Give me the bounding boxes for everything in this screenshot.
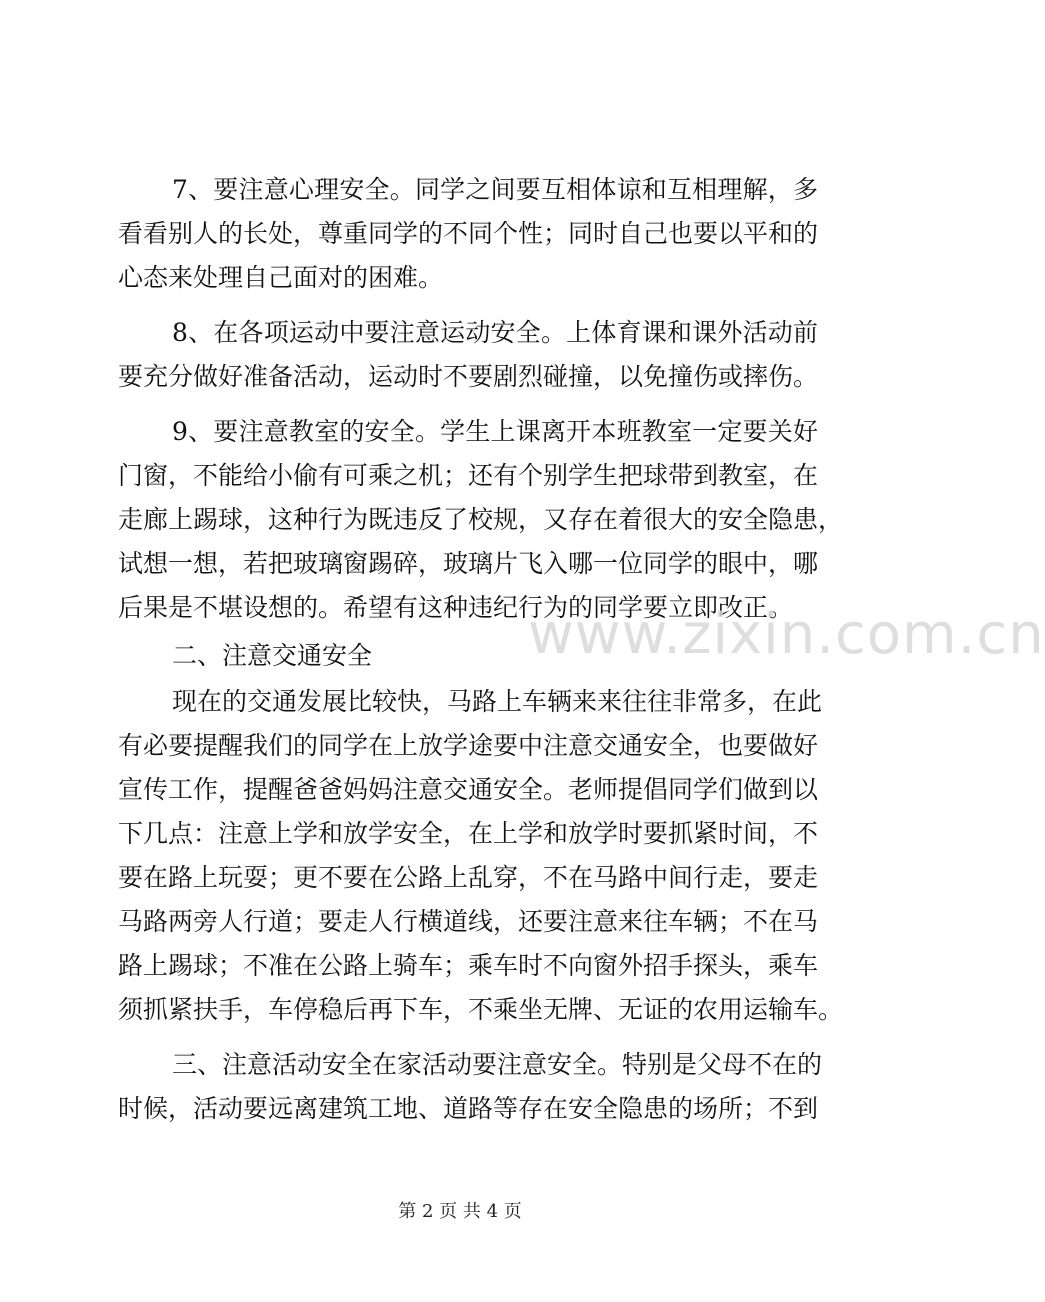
paragraph-line: 三、注意活动安全在家活动要注意安全。特别是父母不在的	[172, 1050, 823, 1079]
paragraph-line: 路上踢球；不准在公路上骑车；乘车时不向窗外招手探头，乘车	[118, 951, 819, 980]
paragraph-line: 现在的交通发展比较快，马路上车辆来来往往非常多，在此	[172, 687, 823, 716]
paragraph-line: 下几点：注意上学和放学安全，在上学和放学时要抓紧时间，不	[118, 819, 819, 848]
watermark: www.zixin.com.cn	[528, 602, 1045, 667]
paragraph-line: 7、要注意心理安全。同学之间要互相体谅和互相理解，多	[172, 175, 818, 204]
paragraph-line: 8、在各项运动中要注意运动安全。上体育课和课外活动前	[172, 318, 818, 347]
paragraph-line: 时候，活动要远离建筑工地、道路等存在安全隐患的场所；不到	[118, 1094, 819, 1123]
paragraph-line: 要充分做好准备活动，运动时不要剧烈碰撞，以免撞伤或摔伤。	[118, 362, 819, 391]
paragraph-line: 走廊上踢球，这种行为既违反了校规，又存在着很大的安全隐患，	[118, 505, 844, 534]
paragraph-line: 试想一想，若把玻璃窗踢碎，玻璃片飞入哪一位同学的眼中，哪	[118, 549, 819, 578]
paragraph-line: 有必要提醒我们的同学在上放学途要中注意交通安全，也要做好	[118, 731, 819, 760]
paragraph-line: 门窗，不能给小偷有可乘之机；还有个别学生把球带到教室，在	[118, 461, 819, 490]
paragraph-line: 须抓紧扶手，车停稳后再下车，不乘坐无牌、无证的农用运输车。	[118, 995, 844, 1024]
paragraph-line: 马路两旁人行道；要走人行横道线，还要注意来往车辆；不在马	[118, 907, 819, 936]
section-heading: 二、注意交通安全	[172, 641, 373, 670]
paragraph-line: 宣传工作，提醒爸爸妈妈注意交通安全。老师提倡同学们做到以	[118, 775, 819, 804]
paragraph-line: 心态来处理自己面对的困难。	[118, 263, 444, 292]
paragraph-line: 后果是不堪设想的。希望有这种违纪行为的同学要立即改正。	[118, 593, 794, 622]
paragraph-line: 看看别人的长处，尊重同学的不同个性；同时自己也要以平和的	[118, 219, 819, 248]
page-number-footer: 第 2 页 共 4 页	[398, 1201, 522, 1222]
paragraph-line: 9、要注意教室的安全。学生上课离开本班教室一定要关好	[172, 417, 818, 446]
paragraph-line: 要在路上玩耍；更不要在公路上乱穿，不在马路中间行走，要走	[118, 863, 819, 892]
